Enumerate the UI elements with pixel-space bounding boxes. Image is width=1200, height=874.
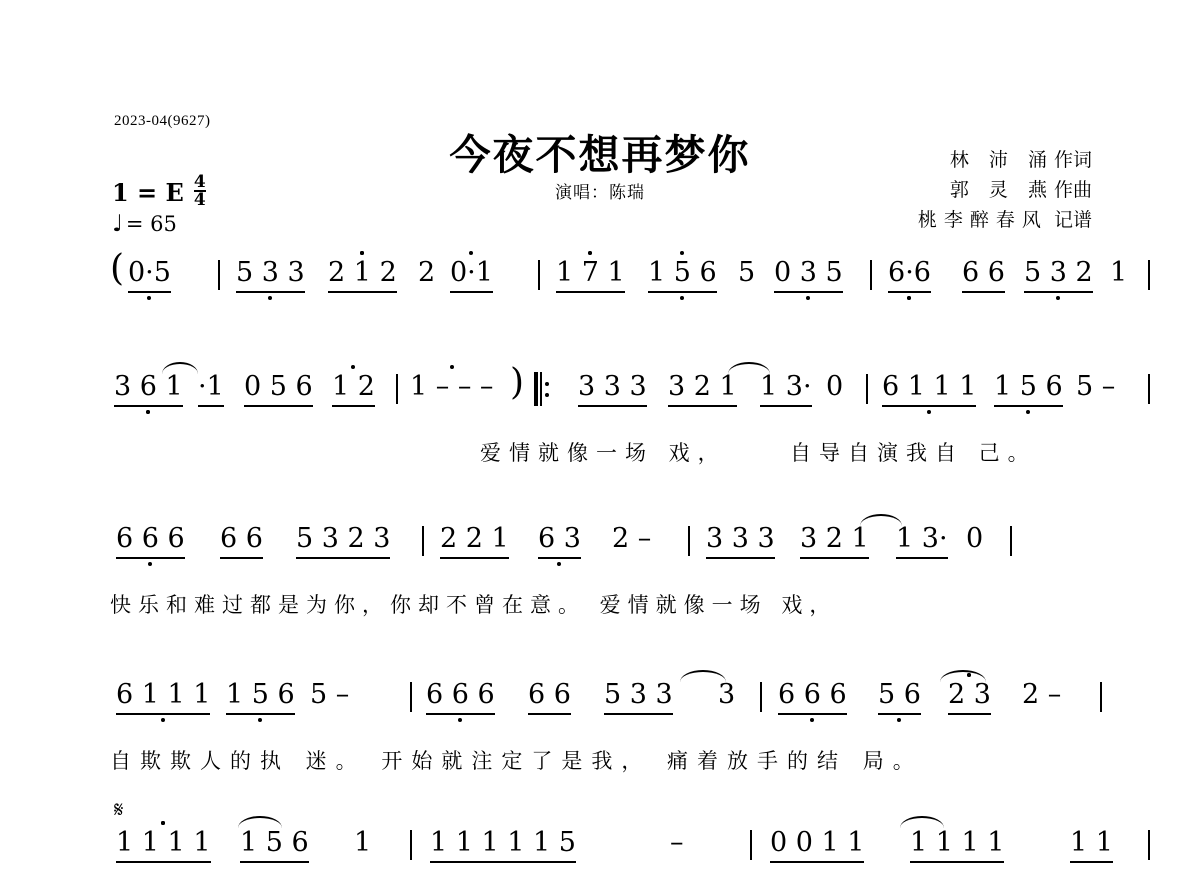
note: 2 2 1 <box>440 524 509 559</box>
repeat-start-barline <box>534 372 543 406</box>
note: 5 <box>738 257 756 288</box>
system-4-notes <box>110 680 1090 726</box>
note: 1 <box>354 827 372 858</box>
barline <box>760 682 762 712</box>
note: 1 1 1 1 1 5 <box>430 828 576 863</box>
system-1 <box>110 248 1128 304</box>
key-signature <box>112 172 206 210</box>
barline <box>750 830 752 860</box>
credit-lyricist <box>918 145 1092 175</box>
note: 6 6 <box>962 258 1005 293</box>
note: 6 6 <box>220 524 263 559</box>
barline <box>396 374 398 404</box>
note: 1 1 1 1 <box>910 828 1004 863</box>
barline <box>1100 682 1102 712</box>
segno-icon: 𝄋 <box>114 798 124 823</box>
note: ·1 <box>198 372 224 407</box>
note: 3 6 1 <box>114 372 183 407</box>
barline <box>410 830 412 860</box>
credit-transcriber <box>918 205 1092 235</box>
note: 0 <box>826 371 844 402</box>
note: 3 3 3 <box>578 372 647 407</box>
note: 5 3 3 <box>604 680 673 715</box>
barline <box>866 374 868 404</box>
note: 0 3 5 <box>774 258 843 293</box>
note: 6 6 <box>528 680 571 715</box>
note: 2 <box>418 257 436 288</box>
system-5 <box>110 798 1113 874</box>
system-3 <box>110 524 1090 626</box>
barline <box>1148 260 1150 290</box>
note: 3 3 3 <box>706 524 775 559</box>
note: 1 5 6 <box>240 828 309 863</box>
barline <box>410 682 412 712</box>
note: 1 1 1 1 <box>116 828 211 863</box>
note: 1 3· <box>760 372 812 407</box>
barline <box>1010 526 1012 556</box>
document-id: 2023-04(9627) <box>114 113 211 129</box>
credit-transcriber-role: 记谱 <box>1053 209 1092 231</box>
system-2 <box>110 362 1116 474</box>
credit-lyricist-name: 林 沛 涌 <box>949 149 1054 171</box>
note: 3 <box>718 679 736 710</box>
note: 6 3 <box>538 524 581 559</box>
barline <box>1148 830 1150 860</box>
note: 2 – <box>1022 679 1062 710</box>
lyric-phrase: 自导自演我自 己。 <box>790 441 1037 465</box>
page-title: 今夜不想再梦你 <box>449 131 751 179</box>
system-4-lyrics <box>110 748 1090 782</box>
system-1-notes <box>110 248 1128 304</box>
barline <box>1148 374 1150 404</box>
note: 1 5 6 <box>226 680 295 715</box>
credits-block <box>918 145 1092 235</box>
note: 0 0 1 1 <box>770 828 864 863</box>
note: 0 5 6 <box>244 372 313 407</box>
note: 1 – – – <box>410 371 494 402</box>
note: – <box>670 827 684 858</box>
note: 5 6 <box>878 680 921 715</box>
tempo-value: = 65 <box>125 212 177 236</box>
note: 1 1 <box>1070 828 1113 863</box>
note: 6·6 <box>888 258 931 293</box>
note: 0·1 <box>450 258 493 293</box>
barline <box>218 260 220 290</box>
note: 1 <box>1110 257 1128 288</box>
credit-composer-name: 郭 灵 燕 <box>949 179 1054 201</box>
phrase-open-paren: ( <box>110 248 125 289</box>
credit-transcriber-name: 桃李醉春风 <box>917 209 1048 231</box>
note: 5 – <box>310 679 350 710</box>
time-signature-numerator: 4 <box>193 172 206 192</box>
credit-composer <box>918 175 1092 205</box>
note: 1 5 6 <box>994 372 1063 407</box>
note: 5 3 2 <box>1024 258 1093 293</box>
note: 6 1 1 1 <box>882 372 976 407</box>
key-signature-text: 1 = E <box>112 178 184 207</box>
note: 1 2 <box>332 372 375 407</box>
note: 5 3 2 3 <box>296 524 390 559</box>
note: 2 3 <box>948 680 991 715</box>
credit-lyricist-role: 作词 <box>1053 149 1092 171</box>
note: 6 6 6 <box>426 680 495 715</box>
note: 6 6 6 <box>778 680 847 715</box>
note: 3 2 1 <box>668 372 737 407</box>
note: 2 1 2 <box>328 258 397 293</box>
barline <box>688 526 690 556</box>
note: 1 3· <box>896 524 948 559</box>
system-5-notes <box>110 827 1113 874</box>
note: 5 – <box>1076 371 1116 402</box>
system-2-notes <box>110 362 1116 418</box>
slur <box>162 362 198 374</box>
system-2-lyrics <box>110 440 1090 474</box>
note: 6 1 1 1 <box>116 680 210 715</box>
time-signature <box>193 172 206 210</box>
system-4 <box>110 680 1090 782</box>
note: 1 5 6 <box>648 258 717 293</box>
barline <box>538 260 540 290</box>
system-3-notes <box>110 524 1090 570</box>
time-signature-denominator: 4 <box>193 190 206 210</box>
system-3-lyrics <box>110 592 1090 626</box>
phrase-close-paren: ) <box>510 362 525 403</box>
barline <box>870 260 872 290</box>
lyric-phrase: 快乐和难过都是为你，你却不曾在意。 爱情就像一场 戏， <box>110 593 838 617</box>
credit-composer-role: 作曲 <box>1053 179 1092 201</box>
lyric-phrase: 爱情就像一场 戏， <box>480 441 727 465</box>
note: 6 6 6 <box>116 524 185 559</box>
note: 0 <box>966 523 984 554</box>
tempo-marking <box>112 212 177 236</box>
singer-label: 演唱：陈瑞 <box>555 183 645 203</box>
note: 5 3 3 <box>236 258 305 293</box>
quarter-note-icon: ♩ <box>112 210 123 237</box>
note: 0·5 <box>128 258 171 293</box>
note: 1 7 1 <box>556 258 625 293</box>
note: 3 2 1 <box>800 524 869 559</box>
note: 2 – <box>612 523 652 554</box>
barline <box>422 526 424 556</box>
lyric-phrase: 自欺欺人的执 迷。 开始就注定了是我， 痛着放手的结 局。 <box>110 749 923 773</box>
